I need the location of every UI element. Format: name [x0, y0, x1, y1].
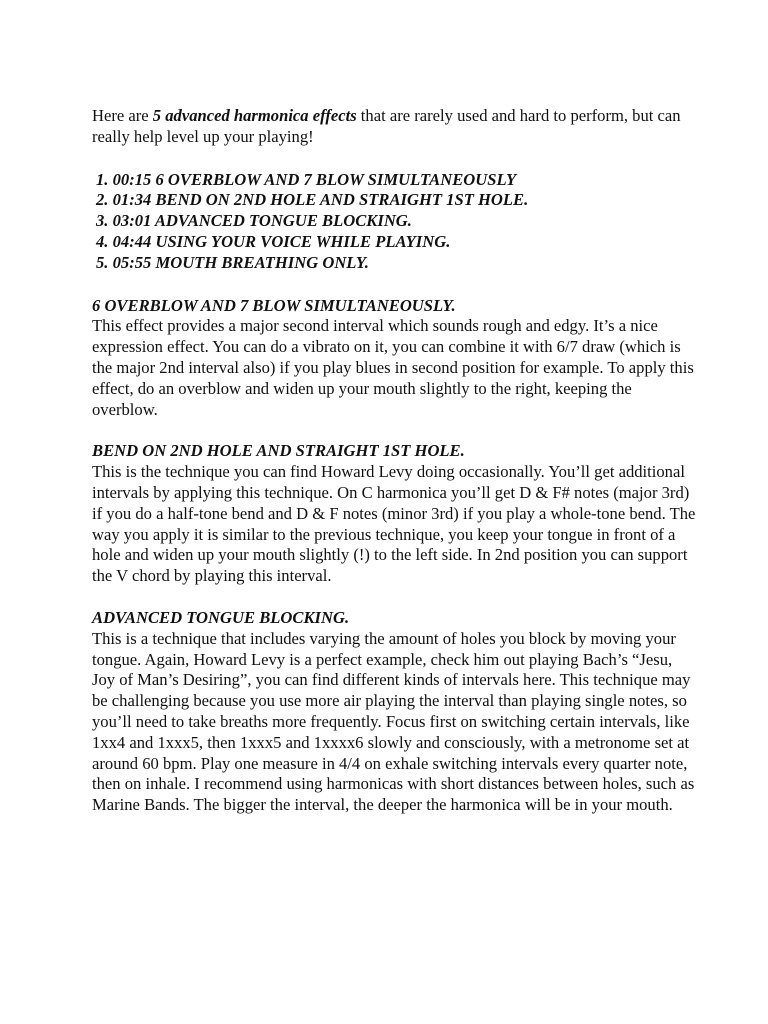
section-body: This is a technique that includes varying the amount of holes you block by moving your tongue. Again, Howard Levy is a perfect example, check him out playing Bach’s “Jesu, Joy of Man’s Desiring”, you can find different kinds of intervals here. This technique may be challenging because you use more air playing the interval than playing single notes, so you’ll need to take breaths more frequently. Focus first on switching certain intervals, like 1xx4 and 1xxx5, then 1xxx5 and 1xxxx6 slowly and consciously, with a metronome set at around 60 bpm. Play one measure in 4/4 on exhale switching intervals every quarter note, then on inhale. I recommend using harmonicas with short distances between holes, such as Marine Bands. The bigger the interval, the deeper the harmonica will be in your mouth.: [92, 628, 695, 815]
section-body: This is the technique you can find Howard Levy doing occasionally. You’ll get additional intervals by applying this technique. On C harmonica you’ll get D & F# notes (major 3rd) if you do a half-tone bend and D & F notes (minor 3rd) if you play a whole-tone bend. The way you apply it is similar to the previous technique, you keep your tongue in front of a hole and widen up your mouth slightly (!) to the left side. In 2nd position you can support the V chord by playing this interval.: [92, 462, 696, 586]
section-heading: 6 OVERBLOW AND 7 BLOW SIMULTANEOUSLY.: [92, 295, 456, 315]
intro-text-end: that are rarely used and hard to perform, but can really help level up your playing!: [92, 106, 681, 146]
intro-emphasis: 5 advanced harmonica effects: [152, 106, 357, 125]
section-body: This effect provides a major second interval which sounds rough and edgy. It’s a nice expression effect. You can do a vibrato on it, you can combine it with 6/7 draw (which is the major 2nd interval also) if you play blues in second position for example. To apply this effect, do an overblow and widen up your mouth slightly to the right, keeping the overblow.: [92, 316, 694, 419]
intro-paragraph: [92, 106, 698, 148]
section-heading: ADVANCED TONGUE BLOCKING.: [92, 607, 350, 627]
section-heading: BEND ON 2ND HOLE AND STRAIGHT 1ST HOLE.: [92, 441, 465, 461]
effects-list-item: 5. 05:55 MOUTH BREATHING ONLY.: [96, 252, 369, 272]
effects-list: [92, 170, 698, 274]
effects-list-item: 2. 01:34 BEND ON 2ND HOLE AND STRAIGHT 1ST HOLE.: [96, 190, 529, 210]
section-bend: [92, 441, 698, 587]
effects-list-item: 3. 03:01 ADVANCED TONGUE BLOCKING.: [96, 211, 412, 231]
effects-list-item: 4. 04:44 USING YOUR VOICE WHILE PLAYING.: [96, 231, 451, 251]
effects-list-item: 1. 00:15 6 OVERBLOW AND 7 BLOW SIMULTANEOUSLY: [96, 169, 517, 189]
section-overblow: [92, 296, 698, 421]
intro-text-start: Here are: [92, 106, 153, 125]
section-tongue-blocking: [92, 608, 698, 816]
